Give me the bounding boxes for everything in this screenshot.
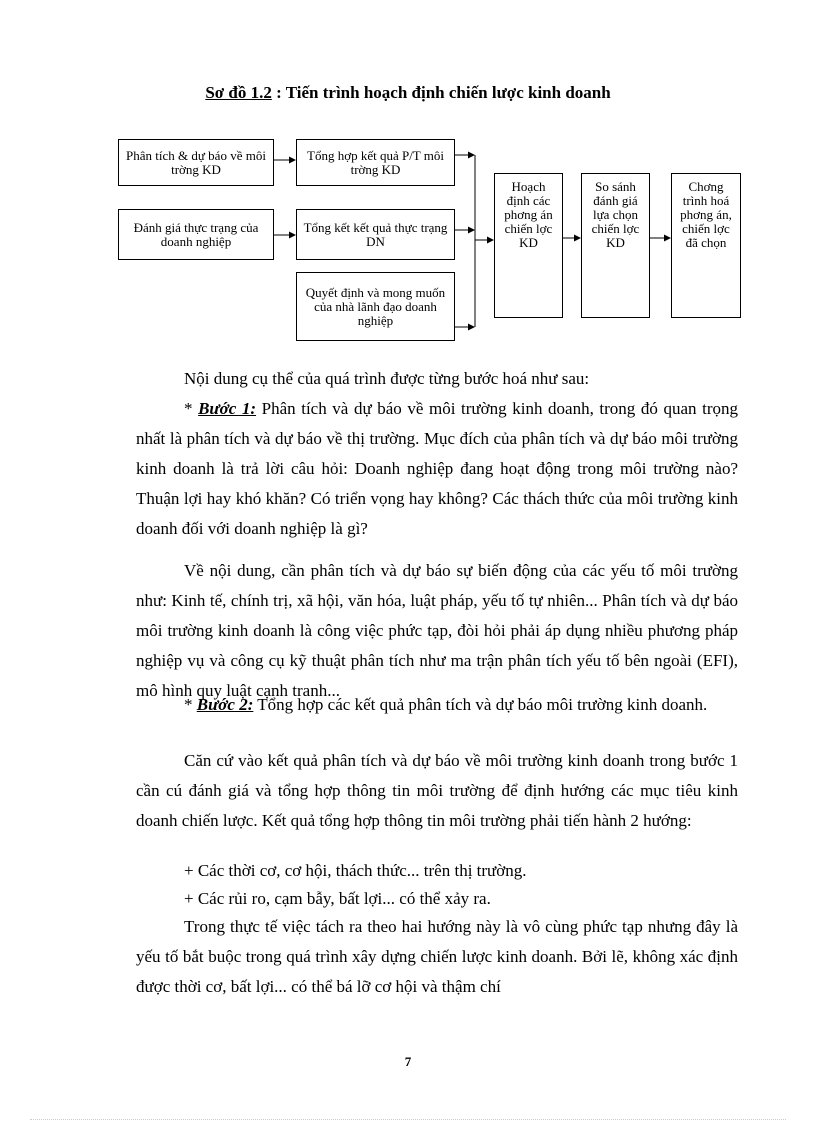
step1-text: Phân tích và dự báo về môi trường kinh doanh, trong đó quan trọng nhất là phân tích và dự báo về thị trường. Mục đích của phân tích và dự báo môi trường kinh doanh là trả lời câu hỏi: Doanh nghiệp đang hoạt động trong môi trường nào? Thuận lợi hay khó khăn? Có triển vọng hay không? Các thách thức của môi trường kinh doanh đối với doanh nghiệp là gì? [136,399,738,538]
box-plan-strategy-options: Hoạch định các phơng án chiến lợc KD [494,173,563,318]
diagram-title-rest: : Tiến trình hoạch định chiến lược kinh doanh [271,83,611,102]
bullet-opportunities: + Các thời cơ, cơ hội, thách thức... trên thị trường. [184,861,527,880]
box-assess-enterprise: Đánh giá thực trạng của doanh nghiệp [118,209,274,260]
step2-label: Bước 2: [196,695,254,714]
diagram-title-prefix: Sơ đồ 1.2 [205,83,272,102]
paragraph-content: Về nội dung, cần phân tích và dự báo sự biến động của các yếu tố môi trường như: Kinh tế, chính trị, xã hội, văn hóa, luật pháp, yếu tố tự nhiên... Phân tích và dự báo môi trường kinh doanh là công việc phức tạp, đòi hỏi phải áp dụng nhiều phương pháp nghiệp vụ và công cụ kỹ thuật phân tích như ma trận phân tích yếu tố bên ngoài (EFI), mô hình quy luật cạnh tranh... [136,561,738,700]
diagram-arrows [0,0,816,400]
box-synthesize-env-results: Tổng hợp kết quả P/T môi trờng KD [296,139,455,186]
paragraph-step1 [136,394,738,544]
box-summarize-enterprise: Tổng kết kết quả thực trạng DN [296,209,455,260]
box-leader-decision: Quyết định và mong muốn của nhà lãnh đạo doanh nghiệp [296,272,455,341]
step1-label: Bước 1: [198,399,257,418]
step2-star: * [184,695,197,714]
box-program-strategy: Chơng trình hoá phơng án, chiến lợc đã chọn [671,173,741,318]
step1-star: * [184,399,199,418]
page-number: 7 [404,1054,412,1069]
paragraph-step2 [136,690,738,720]
box-analyze-forecast-env: Phân tích & dự báo về môi trờng KD [118,139,274,186]
paragraph-basis: Căn cứ vào kết quả phân tích và dự báo về môi trường kinh doanh trong bước 1 cần cú đánh giá và tổng hợp thông tin môi trường để định hướng các mục tiêu kinh doanh chiến lược. Kết quả tổng hợp thông tin môi trường phải tiến hành 2 hướng: [136,751,738,830]
box-compare-select-strategy: So sánh đánh giá lựa chọn chiến lợc KD [581,173,650,318]
paragraph-reality: Trong thực tế việc tách ra theo hai hướng này là vô cùng phức tạp nhưng đây là yếu tố bắt buộc trong quá trình xây dựng chiến lược kinh doanh. Bởi lẽ, không xác định được thời cơ, bất lợi... có thể bá lỡ cơ hội và thậm chí [136,917,738,996]
paragraph-intro: Nội dung cụ thể của quá trình được từng bước hoá như sau: [184,369,590,388]
step2-text: Tổng hợp các kết quả phân tích và dự báo môi trường kinh doanh. [253,695,708,714]
footer-dotted-line [30,1119,786,1120]
bullet-risks: + Các rủi ro, cạm bẫy, bất lợi... có thể xảy ra. [184,889,491,908]
